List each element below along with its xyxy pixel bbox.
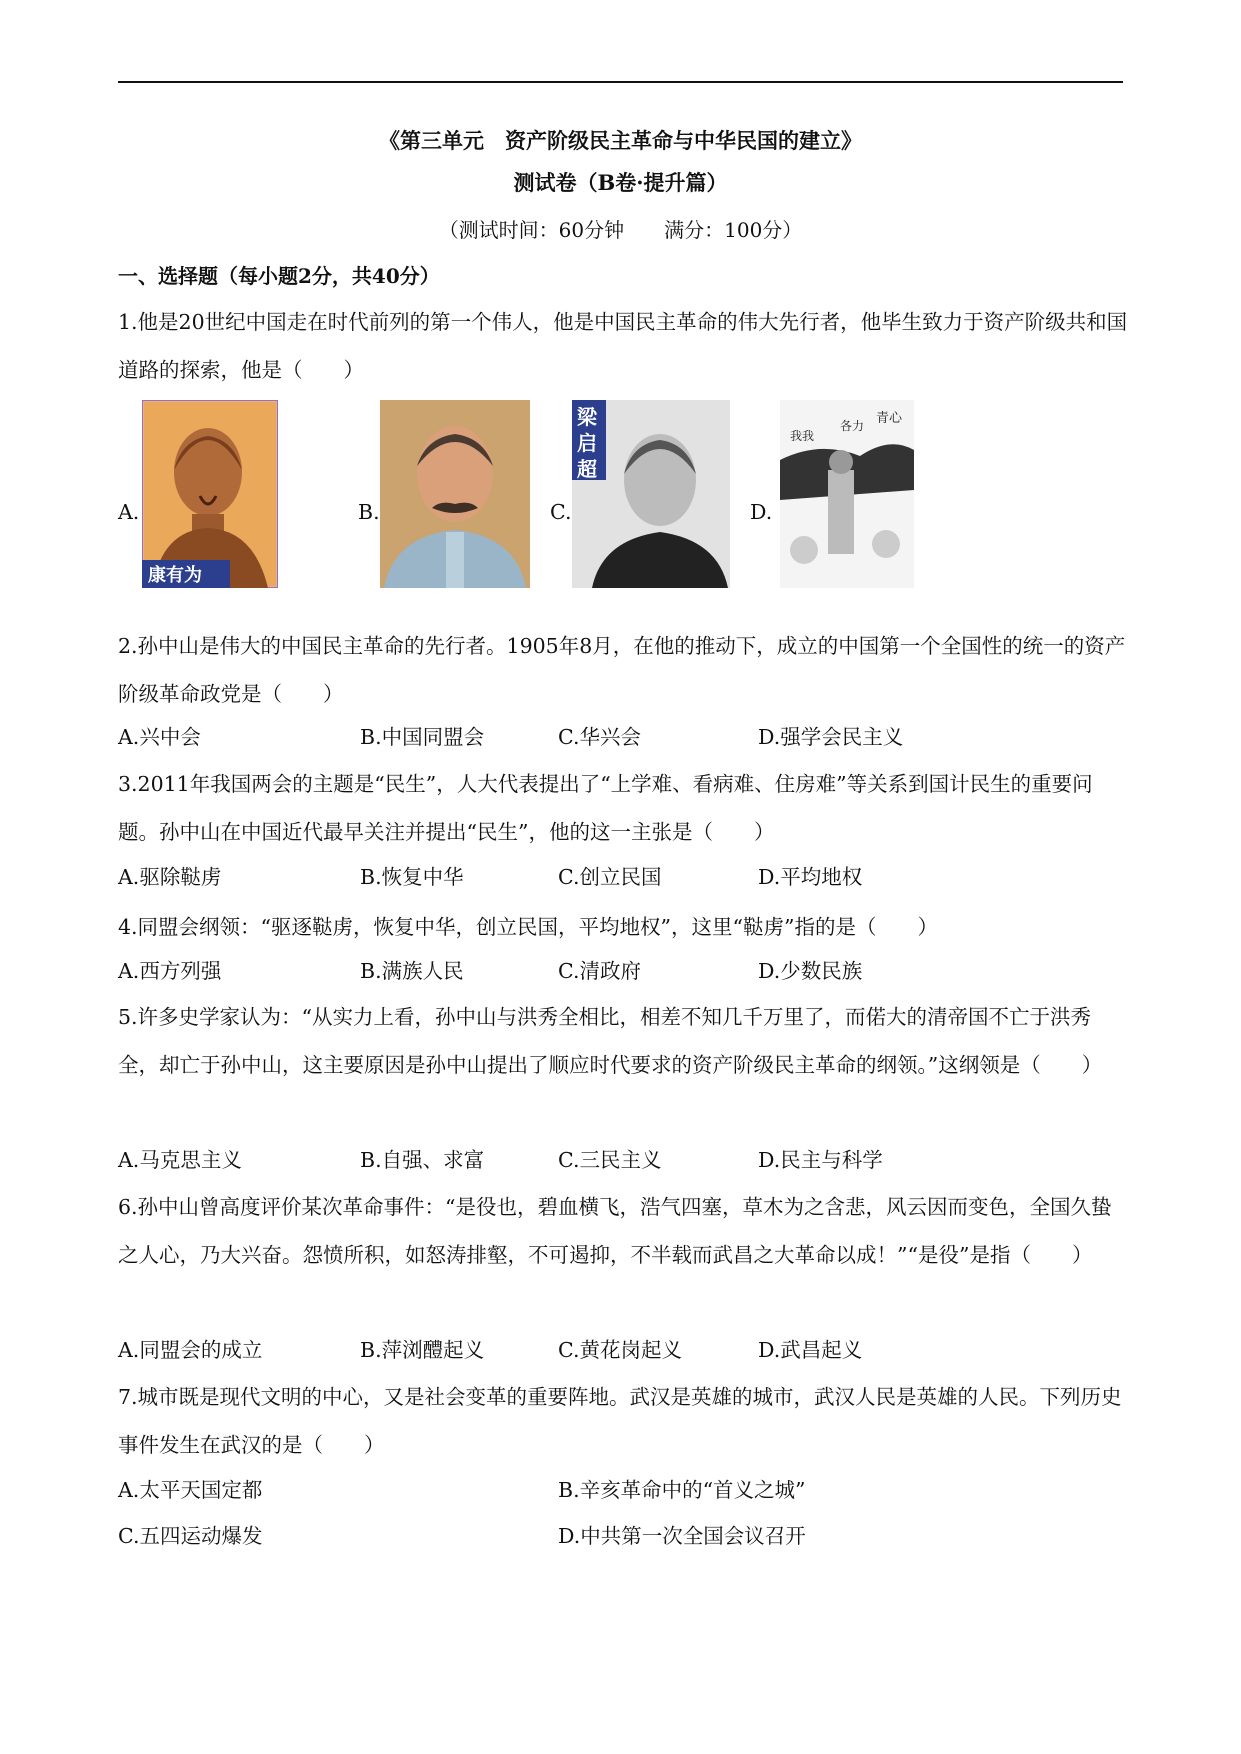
section-title: 一、选择题（每小题2分，共40分）	[118, 264, 440, 288]
portrait-sun-yat-sen-image	[380, 400, 530, 588]
option-d[interactable]: D.民主与科学	[758, 1148, 883, 1172]
header-rule	[118, 81, 1123, 83]
option-b[interactable]: B.中国同盟会	[360, 725, 485, 749]
question-stem: 5.许多史学家认为：“从实力上看，孙中山与洪秀全相比，相差不知几千万里了，而偌大的清帝国不亡于洪秀全，却亡于孙中山，这主要原因是孙中山提出了顺应时代要求的资产阶级民主革命的纲领。”这纲领是（ ）	[118, 1005, 1103, 1077]
option-label: B.	[358, 500, 380, 524]
cartoon-text: 各力	[840, 419, 865, 433]
option-a[interactable]: A.太平天国定都	[118, 1478, 263, 1502]
portrait-kang-youwei-image	[142, 400, 278, 588]
test-meta: （测试时间：60分钟 满分：100分）	[438, 218, 803, 242]
option-d[interactable]	[750, 400, 930, 590]
option-d[interactable]: D.平均地权	[758, 865, 863, 889]
option-a[interactable]: A.兴中会	[118, 725, 201, 749]
option-c[interactable]	[550, 400, 730, 590]
option-a[interactable]: A.同盟会的成立	[118, 1338, 263, 1362]
option-label: D.	[750, 500, 773, 524]
portrait-caption: 康有为	[148, 565, 202, 586]
option-c[interactable]: C.清政府	[558, 959, 641, 983]
option-a[interactable]	[118, 400, 278, 590]
question-stem: 3.2011年我国两会的主题是“民生”，人大代表提出了“上学难、看病难、住房难”等关系到国计民生的重要问题。孙中山在中国近代最早关注并提出“民生”，他的这一主张是（ ）	[118, 772, 1093, 844]
cartoon-text: 我我	[790, 429, 815, 443]
option-a[interactable]: A.西方列强	[118, 959, 222, 983]
option-b[interactable]: B.萍浏醴起义	[360, 1338, 485, 1362]
option-a[interactable]: A.驱除鞑虏	[118, 865, 222, 889]
options-row	[118, 1333, 1128, 1363]
cartoon-text: 青心	[876, 411, 903, 426]
option-b[interactable]: B.满族人民	[360, 959, 464, 983]
question-stem: 6.孙中山曾高度评价某次革命事件：“是役也，碧血横飞，浩气四塞，草木为之含悲，风云因而变色，全国久蛰之人心，乃大兴奋。怨愤所积，如怒涛排壑，不可遏抑，不半载而武昌之大革命以成！”“是役”是指（ ）	[118, 1195, 1112, 1267]
portrait-caption-char: 超	[577, 457, 597, 481]
option-c[interactable]: C.创立民国	[558, 865, 662, 889]
option-b[interactable]: B.自强、求富	[360, 1148, 485, 1172]
option-b[interactable]: B.恢复中华	[360, 865, 464, 889]
option-d[interactable]: D.中共第一次全国会议召开	[558, 1524, 806, 1548]
option-label: A.	[118, 500, 140, 524]
portrait-caption-char: 梁	[577, 405, 597, 429]
options-row	[118, 720, 1128, 750]
option-c[interactable]: C.五四运动爆发	[118, 1524, 263, 1548]
option-c[interactable]: C.三民主义	[558, 1148, 662, 1172]
option-a[interactable]: A.马克思主义	[118, 1148, 242, 1172]
option-b[interactable]: B.辛亥革命中的“首义之城”	[558, 1478, 806, 1502]
cartoon-tan-sitong-image	[780, 400, 914, 588]
option-d[interactable]: D.强学会民主义	[758, 725, 904, 749]
option-d[interactable]: D.武昌起义	[758, 1338, 863, 1362]
question-stem: 1.他是20世纪中国走在时代前列的第一个伟人，他是中国民主革命的伟大先行者，他毕生致力于资产阶级共和国道路的探索，他是（ ）	[118, 310, 1128, 382]
question-stem: 4.同盟会纲领：“驱逐鞑虏，恢复中华，创立民国，平均地权”，这里“鞑虏”指的是（ ）	[118, 915, 938, 939]
option-c[interactable]: C.黄花岗起义	[558, 1338, 682, 1362]
page-subtitle: 测试卷（B卷·提升篇）	[513, 170, 728, 195]
option-b[interactable]	[358, 400, 538, 590]
option-d[interactable]: D.少数民族	[758, 959, 863, 983]
options-row	[118, 1519, 1128, 1549]
options-row	[118, 954, 1128, 984]
portrait-caption-char: 启	[577, 431, 597, 455]
question-stem: 7.城市既是现代文明的中心，又是社会变革的重要阵地。武汉是英雄的城市，武汉人民是英雄的人民。下列历史事件发生在武汉的是（ ）	[118, 1385, 1122, 1457]
question-stem: 2.孙中山是伟大的中国民主革命的先行者。1905年8月，在他的推动下，成立的中国第一个全国性的统一的资产阶级革命政党是（ ）	[118, 634, 1126, 706]
portrait-liang-qichao-image	[572, 400, 730, 588]
option-label: C.	[550, 500, 572, 524]
options-row	[118, 1473, 1128, 1503]
page-title: 《第三单元 资产阶级民主革命与中华民国的建立》	[379, 128, 862, 153]
option-c[interactable]: C.华兴会	[558, 725, 641, 749]
options-row	[118, 860, 1128, 890]
options-row	[118, 1143, 1128, 1173]
